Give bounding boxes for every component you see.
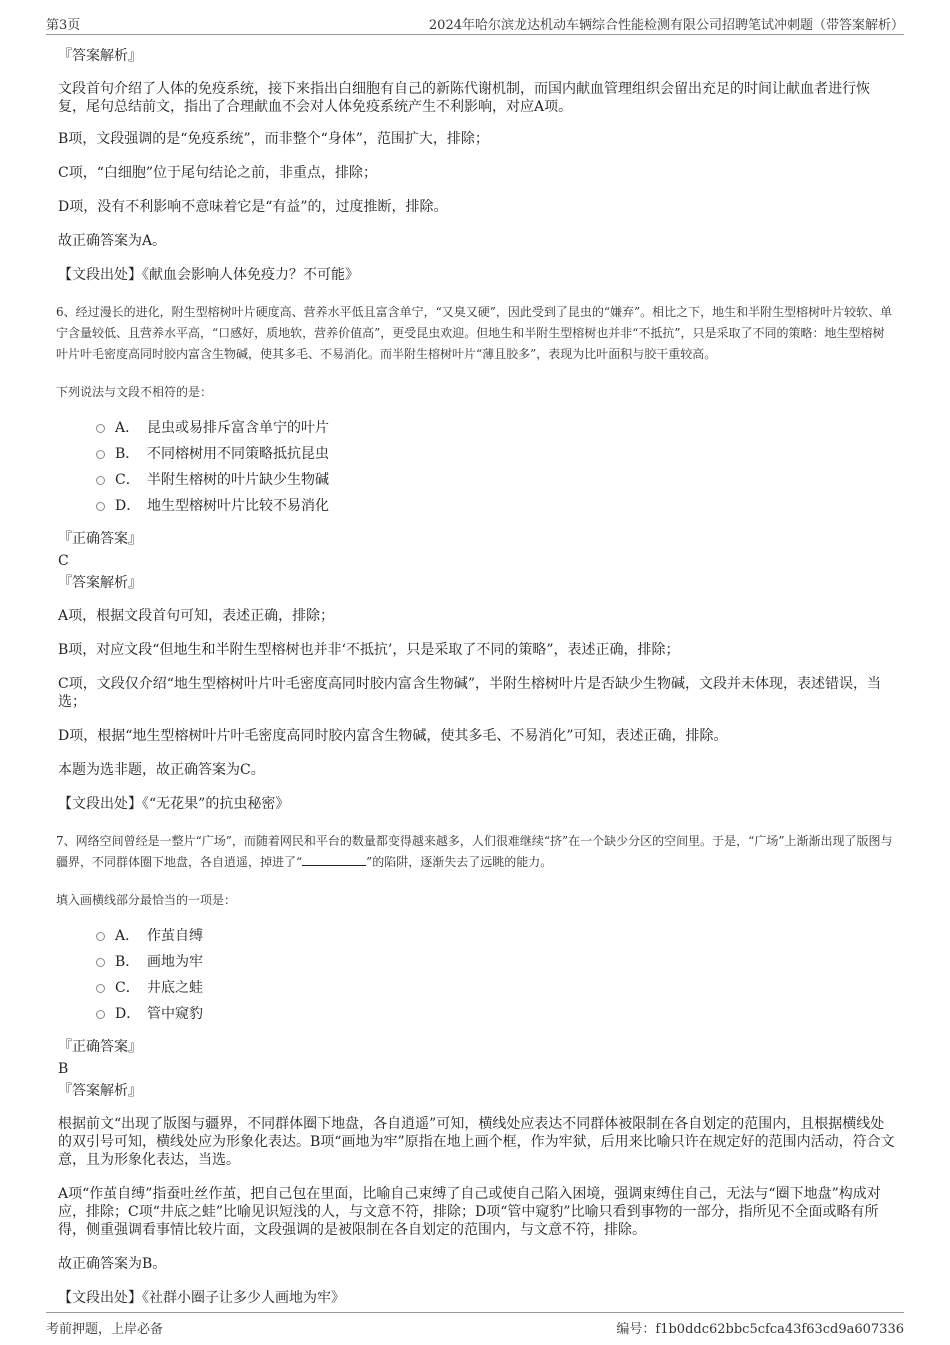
- q6-option-d[interactable]: D． 地生型榕树叶片比较不易消化: [96, 493, 896, 519]
- radio-icon[interactable]: [96, 958, 105, 967]
- q7-answer: B: [58, 1061, 69, 1077]
- q7-prompt: 填入画横线部分最恰当的一项是：: [56, 893, 237, 907]
- q7-section: [56, 831, 896, 1307]
- q7-options: [96, 923, 896, 1027]
- q7-conclusion: 故正确答案为B。: [58, 1256, 167, 1272]
- q6-stem: 6、经过漫长的进化，附生型榕树叶片硬度高、营养水平低且富含单宁，“又臭又硬”，因此受到了昆虫的“嫌弃”。相比之下，地生和半附生型榕树叶片较软、单宁含量较低、且营养水平高，“口感好，质地软，营养价值高”，更受昆虫欢迎。但地生和半附生型榕树也并非“不抵抗”，只是采取了不同的策略：地生型榕树叶片叶毛密度高同时胶内富含生物碱，使其多毛、不易消化。而半附生榕树叶片“薄且胶多”，表现为比叶面积与胶干重较高。: [56, 305, 893, 361]
- q5-conclusion: 故正确答案为A。: [58, 233, 167, 249]
- q6-conclusion: 本题为选非题，故正确答案为C。: [58, 762, 265, 778]
- q6-option-c[interactable]: C． 半附生榕树的叶片缺少生物碱: [96, 467, 896, 493]
- radio-icon[interactable]: [96, 1010, 105, 1019]
- q5-analysis-para: C项，“白细胞”位于尾句结论之前，非重点，排除；: [58, 165, 378, 181]
- q6-correct-label: 『正确答案』: [58, 531, 142, 547]
- q6-option-a[interactable]: A． 昆虫或易排斥富含单宁的叶片: [96, 415, 896, 441]
- q6-analysis-para: A项，根据文段首句可知，表述正确，排除；: [58, 608, 335, 624]
- q6-analysis-para: D项，根据“地生型榕树叶片叶毛密度高同时胶内富含生物碱，使其多毛、不易消化”可知，表述正确，排除。: [58, 728, 728, 744]
- radio-icon[interactable]: [96, 932, 105, 941]
- q5-source: 【文段出处】《献血会影响人体免疫力？不可能》: [58, 267, 359, 283]
- q7-analysis-para: A项“作茧自缚”指蚕吐丝作茧，把自己包在里面，比喻自己束缚了自己或使自己陷入困境，强调束缚住自己，无法与“圈下地盘”构成对应，排除；C项“井底之蛙”比喻见识短浅的人，与文意不符，排除；D项“管中窥豹”比喻只看到事物的一部分，指所见不全面或略有所得，侧重强调看事情比较片面，文段强调的是被限制在各自划定的范围内，与文意不符，排除。: [58, 1186, 881, 1238]
- q6-section: [56, 302, 896, 813]
- page-footer: [46, 1312, 904, 1335]
- document-title: 2024年哈尔滨龙达机动车辆综合性能检测有限公司招聘笔试冲刺题（带答案解析）: [428, 18, 904, 33]
- page-content: [56, 46, 896, 1307]
- q5-section: [56, 46, 896, 284]
- q6-analysis-label: 『答案解析』: [58, 575, 142, 591]
- radio-icon[interactable]: [96, 502, 105, 511]
- q6-prompt: 下列说法与文段不相符的是：: [56, 385, 213, 399]
- q5-analysis-para: D项，没有不利影响不意味着它是“有益”的，过度推断，排除。: [58, 199, 448, 215]
- fill-blank: [302, 853, 366, 866]
- q6-analysis-para: C项，文段仅介绍“地生型榕树叶片叶毛密度高同时胶内富含生物碱”，半附生榕树叶片是否缺少生物碱，文段并未体现，表述错误，当选；: [58, 676, 882, 710]
- q7-source: 【文段出处】《社群小圈子让多少人画地为牢》: [58, 1290, 345, 1306]
- q6-option-b[interactable]: B． 不同榕树用不同策略抵抗昆虫: [96, 441, 896, 467]
- footer-slogan: 考前押题，上岸必备: [46, 1322, 164, 1337]
- q7-stem: 7、网络空间曾经是一整片“广场”，而随着网民和平台的数量都变得越来越多，人们很难继续“挤”在一个缺少分区的空间里。于是，“广场”上渐渐出现了版图与疆界，不同群体圈下地盘，各自逍遥，掉进了“ ”的陷阱，逐渐失去了远眺的能力。: [56, 834, 893, 869]
- q6-options: [96, 415, 896, 519]
- q7-option-d[interactable]: D． 管中窥豹: [96, 1001, 896, 1027]
- q6-analysis-para: B项，对应文段“但地生和半附生型榕树也并非‘不抵抗’，只是采取了不同的策略”，表述正确，排除；: [58, 642, 680, 658]
- radio-icon[interactable]: [96, 424, 105, 433]
- radio-icon[interactable]: [96, 984, 105, 993]
- q6-answer: C: [58, 553, 69, 569]
- q6-source: 【文段出处】《“无花果”的抗虫秘密》: [58, 796, 290, 812]
- q7-option-b[interactable]: B． 画地为牢: [96, 949, 896, 975]
- page-header: [46, 12, 904, 35]
- q7-correct-label: 『正确答案』: [58, 1039, 142, 1055]
- q7-analysis-para: 根据前文“出现了版图与疆界，不同群体圈下地盘，各自逍遥”可知，横线处应表达不同群体被限制在各自划定的范围内，且根据横线处的双引号可知，横线处应为形象化表达。B项“画地为牢”原指在地上画个框，作为牢狱，后用来比喻只许在规定好的范围内活动，符合文意，且为形象化表达，当选。: [58, 1116, 895, 1168]
- q7-analysis-label: 『答案解析』: [58, 1083, 142, 1099]
- page-number: 第3页: [46, 18, 81, 33]
- document-serial: 编号：f1b0ddc62bbc5cfca43f63cd9a607336: [616, 1322, 904, 1337]
- radio-icon[interactable]: [96, 476, 105, 485]
- q5-analysis-para: 文段首句介绍了人体的免疫系统，接下来指出白细胞有自己的新陈代谢机制，而国内献血管理组织会留出充足的时间让献血者进行恢复，尾句总结前文，指出了合理献血不会对人体免疫系统产生不利影响，对应A项。: [58, 81, 870, 115]
- radio-icon[interactable]: [96, 450, 105, 459]
- q5-analysis-label: 『答案解析』: [58, 48, 142, 64]
- q7-option-c[interactable]: C． 井底之蛙: [96, 975, 896, 1001]
- q5-analysis-para: B项，文段强调的是“免疫系统”，而非整个“身体”，范围扩大，排除；: [58, 131, 489, 147]
- q7-option-a[interactable]: A． 作茧自缚: [96, 923, 896, 949]
